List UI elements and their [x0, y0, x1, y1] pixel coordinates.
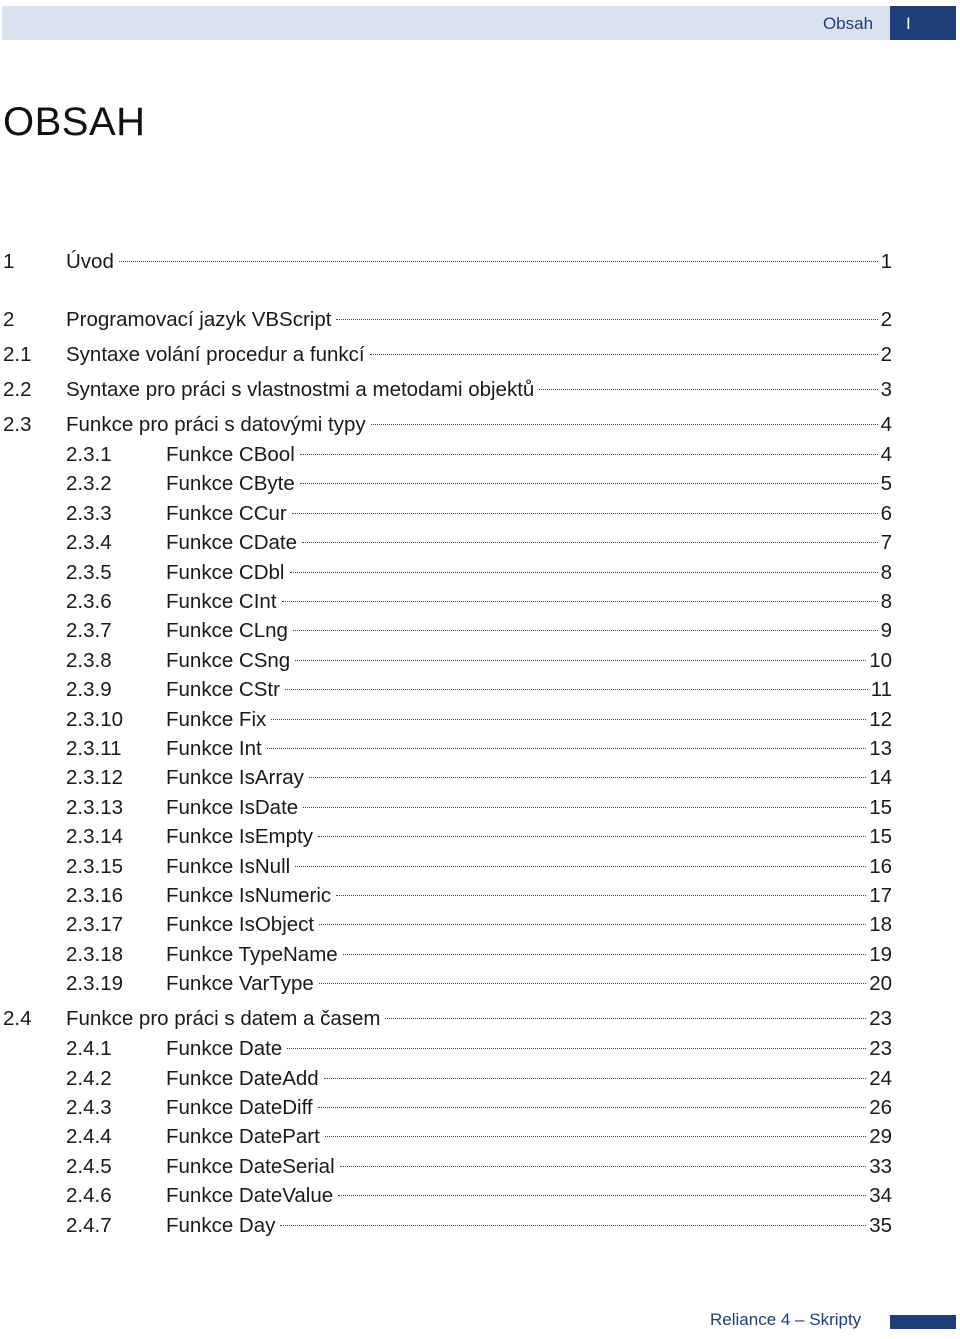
- toc-entry-title: Funkce CByte: [166, 472, 295, 496]
- toc-entry-title: Funkce IsEmpty: [166, 825, 313, 849]
- toc-entry-number: 2.4.6: [66, 1184, 112, 1208]
- toc-entry-title: Programovací jazyk VBScript: [66, 308, 332, 331]
- toc-entry-number: 2.3.6: [66, 590, 112, 613]
- toc-entry-page: 26: [869, 1096, 892, 1119]
- toc-entry-title: Funkce IsNumeric: [166, 884, 332, 907]
- header-page-numeral: I: [890, 6, 956, 40]
- toc-entry-page: 20: [869, 972, 892, 996]
- toc-entry-page: 2: [880, 343, 892, 366]
- toc-dot-leader: [300, 483, 878, 484]
- toc-entry[interactable]: [0, 1212, 892, 1240]
- toc-entry-number: 2.4.5: [66, 1154, 112, 1178]
- toc-entry-number: 2.3.5: [66, 560, 112, 584]
- toc-entry-page: 4: [880, 443, 892, 466]
- toc-entry-number: 2.3.15: [66, 854, 123, 878]
- toc-entry[interactable]: [0, 706, 892, 734]
- toc-entry[interactable]: [0, 853, 892, 881]
- toc-entry-number: 2.4: [3, 1007, 32, 1031]
- toc-entry-number: 2.3.12: [66, 766, 123, 790]
- toc-entry-number: 2.4.2: [66, 1066, 112, 1090]
- toc-dot-leader: [336, 895, 866, 896]
- toc-entry-number: 2.3.19: [66, 972, 123, 996]
- toc-entry-title: Úvod: [66, 250, 114, 273]
- toc-entry-number: 2.3.16: [66, 884, 123, 907]
- toc-entry-page: 18: [869, 913, 892, 937]
- toc-dot-leader: [295, 866, 866, 867]
- toc-entry-page: 3: [880, 378, 892, 401]
- toc-entry[interactable]: [0, 341, 892, 369]
- toc-entry-page: 16: [869, 854, 892, 878]
- toc-entry[interactable]: [0, 1094, 892, 1122]
- toc-entry[interactable]: [0, 306, 892, 334]
- toc-dot-leader: [119, 261, 878, 262]
- toc-entry[interactable]: [0, 500, 892, 528]
- toc-entry-page: 29: [869, 1125, 892, 1149]
- toc-entry-title: Funkce Int: [166, 737, 262, 760]
- toc-entry[interactable]: [0, 647, 892, 675]
- toc-entry[interactable]: [0, 794, 892, 822]
- toc-entry-number: 2.3.1: [66, 443, 112, 466]
- toc-entry[interactable]: [0, 529, 892, 557]
- toc-entry-page: 10: [869, 648, 892, 672]
- toc-entry-page: 7: [880, 531, 892, 555]
- toc-entry-number: 2: [3, 308, 15, 331]
- toc-entry-title: Funkce CSng: [166, 648, 291, 672]
- toc-entry[interactable]: [0, 882, 892, 910]
- toc-entry-page: 4: [880, 413, 892, 436]
- header-section-title: Obsah: [822, 14, 874, 33]
- toc-entry-number: 2.3.18: [66, 942, 123, 966]
- toc-entry[interactable]: [0, 941, 892, 969]
- toc-entry-title: Funkce CCur: [166, 501, 287, 525]
- toc-entry-title: Funkce IsObject: [166, 913, 315, 937]
- toc-entry[interactable]: [0, 676, 892, 704]
- toc-entry-page: 8: [880, 590, 892, 613]
- toc-entry-page: 19: [869, 942, 892, 966]
- toc-dot-leader: [318, 1107, 867, 1108]
- toc-entry-title: Funkce DateValue: [166, 1184, 334, 1208]
- toc-entry[interactable]: [0, 1153, 892, 1181]
- toc-entry-title: Funkce Fix: [166, 707, 267, 731]
- toc-entry-page: 15: [869, 795, 892, 819]
- toc-entry-title: Funkce Date: [166, 1037, 283, 1061]
- toc-entry-page: 11: [870, 678, 892, 702]
- toc-entry-title: Funkce CInt: [166, 590, 277, 613]
- toc-entry[interactable]: [0, 1123, 892, 1151]
- toc-entry-number: 2.1: [3, 343, 32, 366]
- toc-entry-title: Funkce IsNull: [166, 854, 291, 878]
- toc-dot-leader: [282, 601, 878, 602]
- toc-entry-title: Funkce CDate: [166, 531, 298, 555]
- toc-entry[interactable]: [0, 823, 892, 851]
- toc-entry-title: Syntaxe volání procedur a funkcí: [66, 343, 365, 366]
- page-title: OBSAH: [3, 100, 146, 144]
- toc-entry[interactable]: [0, 376, 892, 404]
- toc-entry-page: 6: [880, 501, 892, 525]
- toc-entry-number: 2.3.2: [66, 472, 112, 496]
- toc-entry-page: 34: [869, 1184, 892, 1208]
- toc-dot-leader: [319, 924, 866, 925]
- toc-entry-page: 23: [869, 1037, 892, 1061]
- toc-entry-page: 33: [869, 1154, 892, 1178]
- toc-entry-number: 1: [3, 250, 15, 273]
- toc-entry-title: Funkce VarType: [166, 972, 314, 996]
- toc-dot-leader: [302, 542, 878, 543]
- toc-entry-title: Funkce CDbl: [166, 560, 285, 584]
- toc-entry-number: 2.3.11: [66, 737, 122, 760]
- toc-dot-leader: [343, 954, 867, 955]
- toc-dot-leader: [309, 777, 866, 778]
- toc-entry-number: 2.3.14: [66, 825, 123, 849]
- toc-entry-page: 8: [880, 560, 892, 584]
- toc-entry-title: Funkce DateDiff: [166, 1096, 313, 1119]
- toc-entry-page: 35: [869, 1213, 892, 1237]
- toc-dot-leader: [271, 719, 866, 720]
- toc-entry-page: 2: [880, 308, 892, 331]
- toc-entry-title: Funkce DateSerial: [166, 1154, 335, 1178]
- toc-dot-leader: [287, 1048, 866, 1049]
- toc-entry-number: 2.4.3: [66, 1096, 112, 1119]
- toc-dot-leader: [325, 1136, 866, 1137]
- toc-entry-number: 2.4.4: [66, 1125, 112, 1149]
- toc-entry[interactable]: [0, 1035, 892, 1063]
- toc-entry-page: 15: [869, 825, 892, 849]
- toc-dot-leader: [290, 572, 878, 573]
- toc-dot-leader: [280, 1225, 866, 1226]
- toc-entry-page: 23: [869, 1007, 892, 1031]
- toc-dot-leader: [267, 748, 866, 749]
- toc-entry-page: 9: [880, 619, 892, 643]
- footer-bar: [890, 1315, 956, 1329]
- toc-dot-leader: [340, 1166, 867, 1167]
- toc-dot-leader: [324, 1078, 866, 1079]
- toc-entry[interactable]: [0, 559, 892, 587]
- toc-dot-leader: [338, 1195, 866, 1196]
- toc-entry-page: 14: [869, 766, 892, 790]
- footer-text: Reliance 4 – Skripty: [710, 1310, 862, 1329]
- toc-entry[interactable]: [0, 1182, 892, 1210]
- toc-entry-title: Syntaxe pro práci s vlastnostmi a metodami objektů: [66, 378, 535, 401]
- toc-entry-number: 2.3.9: [66, 678, 112, 702]
- toc-entry-title: Funkce CBool: [166, 443, 295, 466]
- toc-dot-leader: [370, 354, 878, 355]
- toc-entry[interactable]: [0, 1005, 892, 1033]
- toc-entry[interactable]: [0, 441, 892, 469]
- toc-dot-leader: [295, 660, 866, 661]
- toc-entry[interactable]: [0, 735, 892, 763]
- toc-dot-leader: [293, 630, 878, 631]
- toc-entry[interactable]: [0, 411, 892, 439]
- toc-entry-title: Funkce pro práci s datem a časem: [66, 1007, 381, 1031]
- toc-entry-title: Funkce DatePart: [166, 1125, 320, 1149]
- toc-entry-number: 2.3.4: [66, 531, 112, 555]
- toc-dot-leader: [318, 836, 866, 837]
- toc-entry-number: 2.3.10: [66, 707, 123, 731]
- toc-dot-leader: [300, 454, 878, 455]
- toc-entry-title: Funkce IsDate: [166, 795, 299, 819]
- toc-entry-page: 24: [869, 1066, 892, 1090]
- toc-entry[interactable]: [0, 470, 892, 498]
- toc-entry[interactable]: [0, 970, 892, 998]
- toc-entry-title: Funkce IsArray: [166, 766, 304, 790]
- toc-entry-page: 12: [869, 707, 892, 731]
- toc-entry-page: 1: [880, 250, 892, 273]
- toc-entry-title: Funkce CStr: [166, 678, 280, 702]
- toc-entry-title: Funkce TypeName: [166, 942, 338, 966]
- toc-entry[interactable]: [0, 248, 892, 276]
- toc-dot-leader: [285, 689, 868, 690]
- toc-entry[interactable]: [0, 1065, 892, 1093]
- toc-dot-leader: [319, 983, 866, 984]
- toc-entry[interactable]: [0, 764, 892, 792]
- toc-entry-title: Funkce Day: [166, 1213, 276, 1237]
- toc-dot-leader: [539, 389, 877, 390]
- toc-entry-page: 13: [869, 737, 892, 760]
- toc-dot-leader: [292, 513, 878, 514]
- toc-entry-page: 17: [869, 884, 892, 907]
- toc-dot-leader: [303, 807, 866, 808]
- toc-entry-number: 2.3.3: [66, 501, 112, 525]
- toc-entry-number: 2.3.13: [66, 795, 123, 819]
- toc-entry[interactable]: [0, 617, 892, 645]
- toc-entry-title: Funkce DateAdd: [166, 1066, 319, 1090]
- toc-entry-page: 5: [880, 472, 892, 496]
- toc-entry-number: 2.3.7: [66, 619, 112, 643]
- toc-entry-number: 2.2: [3, 378, 32, 401]
- toc-entry-number: 2.4.1: [66, 1037, 112, 1061]
- toc-entry-number: 2.3.8: [66, 648, 112, 672]
- toc-entry[interactable]: [0, 911, 892, 939]
- toc-entry-number: 2.3.17: [66, 913, 123, 937]
- toc-entry-title: Funkce pro práci s datovými typy: [66, 413, 366, 436]
- toc-entry[interactable]: [0, 588, 892, 616]
- toc-dot-leader: [385, 1018, 866, 1019]
- toc-dot-leader: [371, 424, 878, 425]
- toc-entry-title: Funkce CLng: [166, 619, 288, 643]
- toc-entry-number: 2.3: [3, 413, 32, 436]
- toc-dot-leader: [336, 319, 877, 320]
- toc-entry-number: 2.4.7: [66, 1213, 112, 1237]
